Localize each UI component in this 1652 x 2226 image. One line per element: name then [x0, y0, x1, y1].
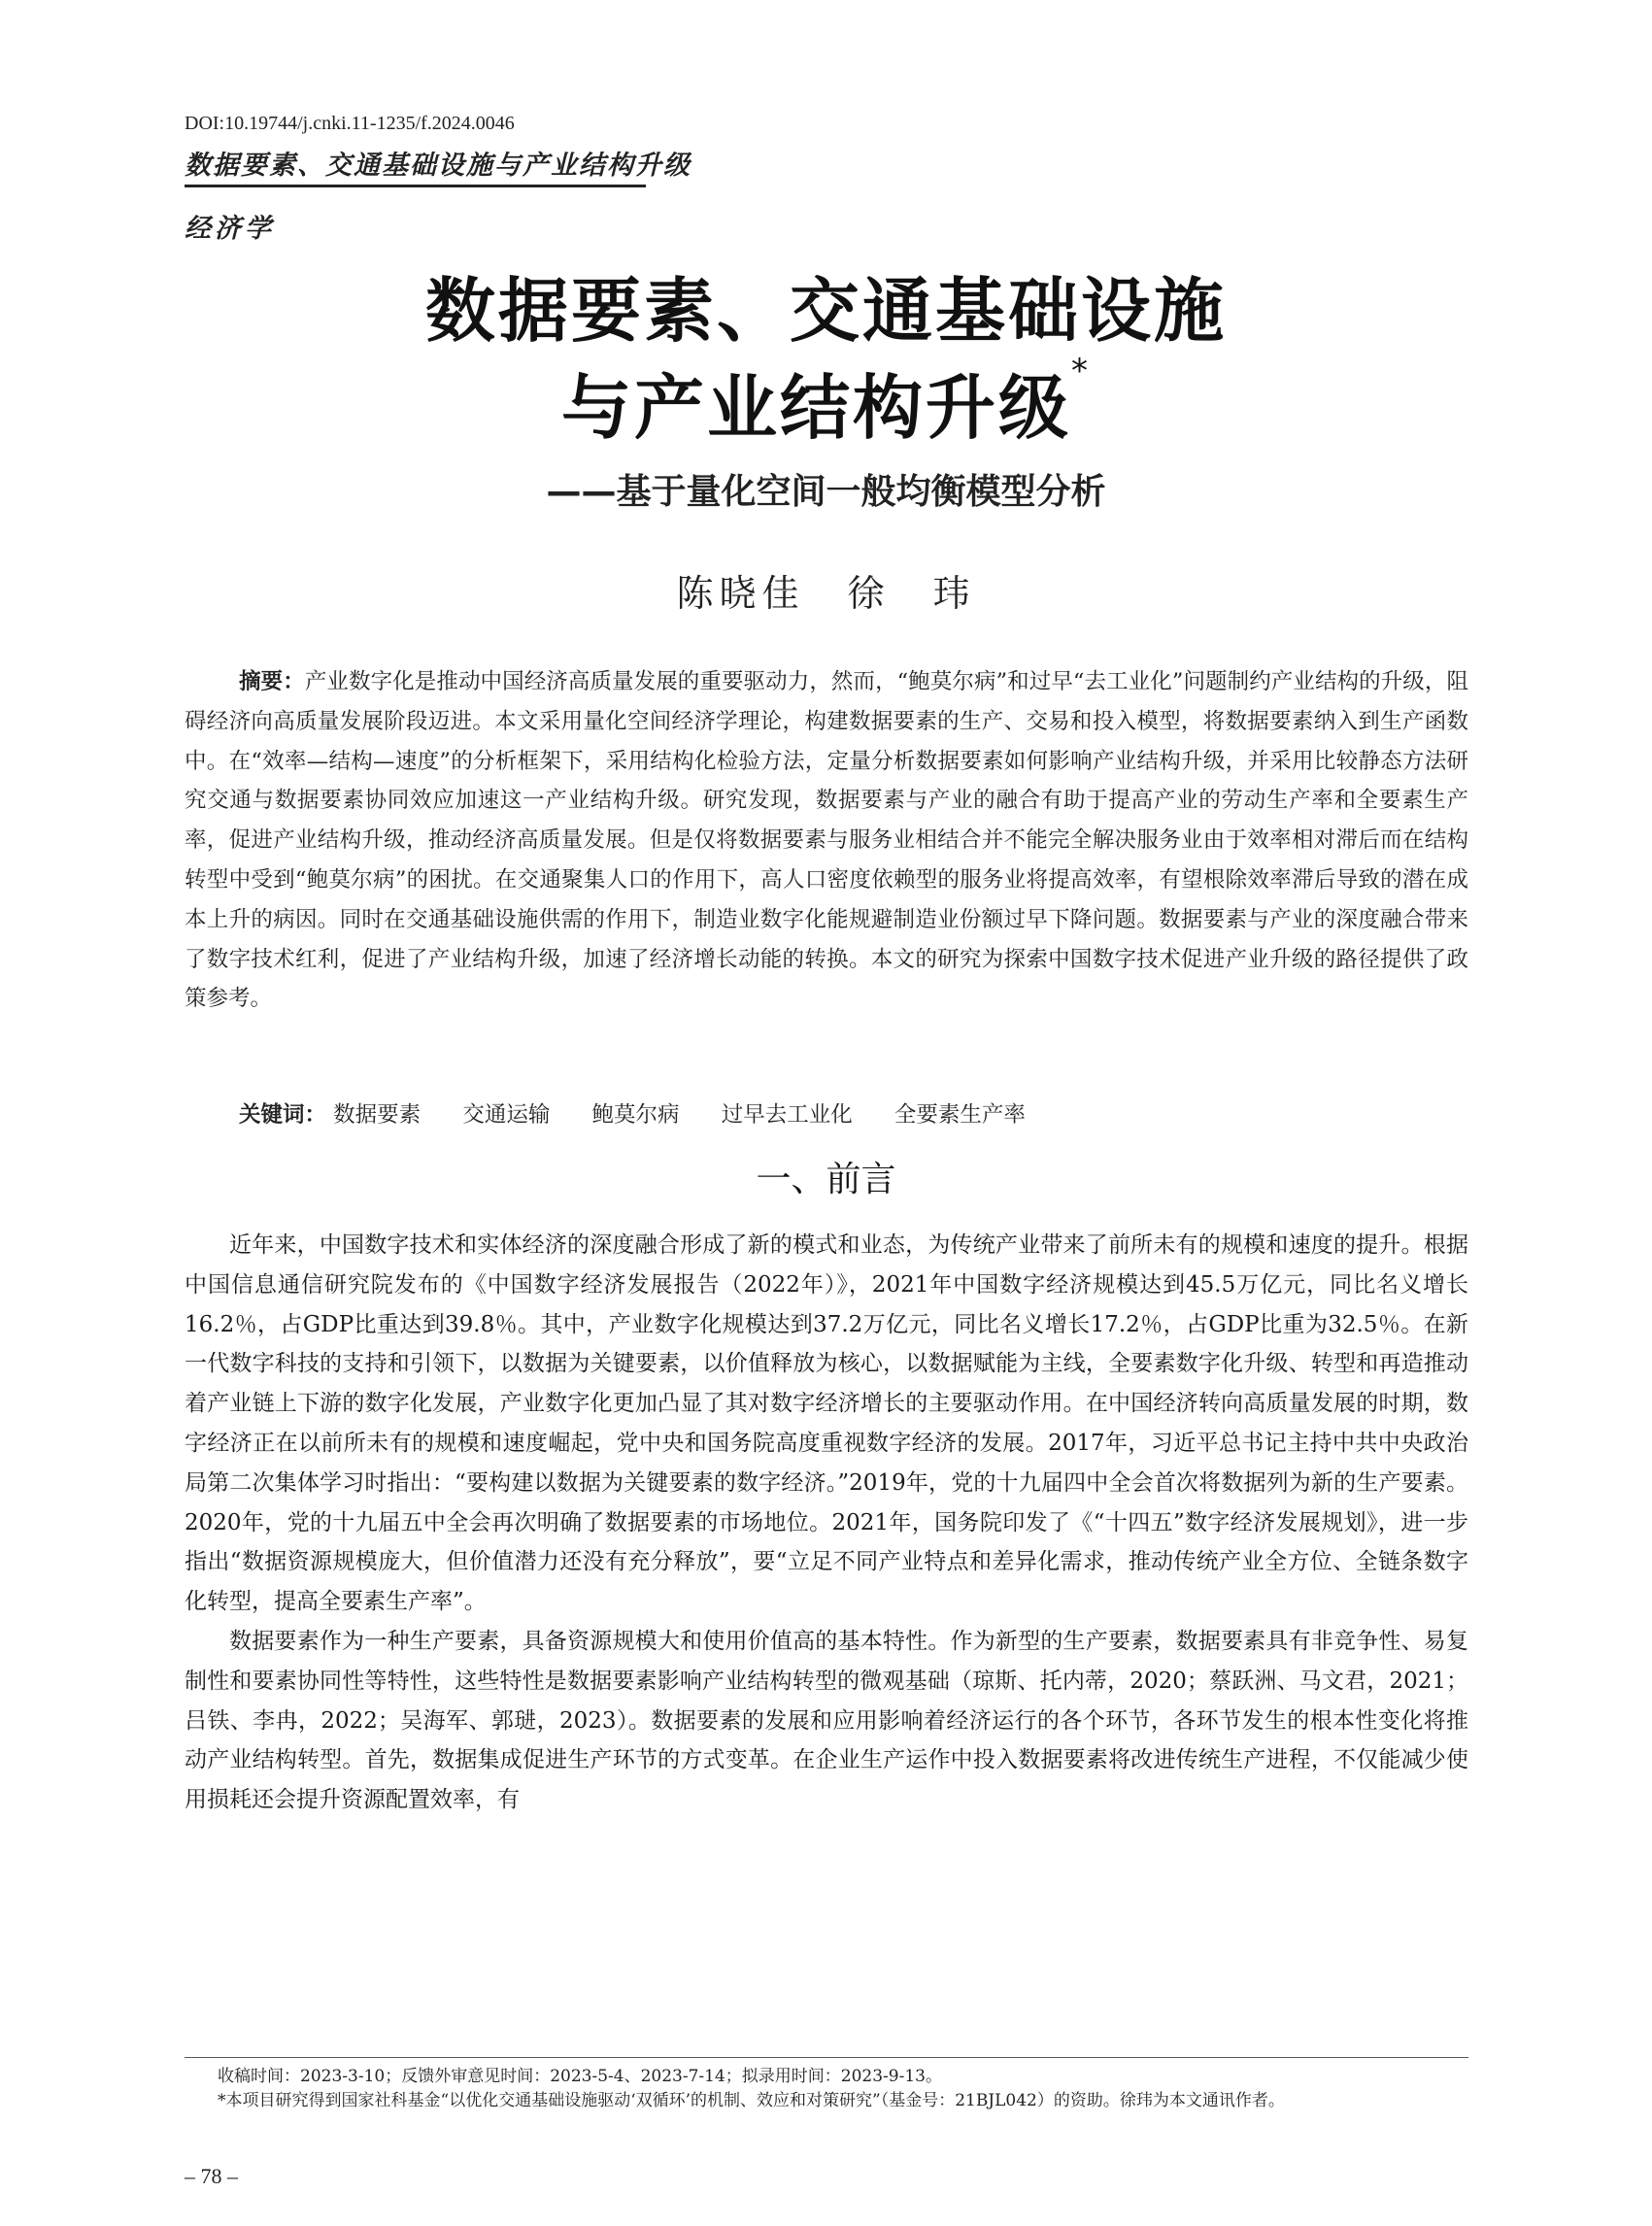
footnotes	[185, 2065, 1468, 2113]
abstract-label: 摘要：	[239, 669, 305, 694]
abstract-text: 产业数字化是推动中国经济高质量发展的重要驱动力，然而，“鲍莫尔病”和过早“去工业化”问题制约产业结构的升级，阻碍经济向高质量发展阶段迈进。本文采用量化空间经济学理论，构建数据要素的生产、交易和投入模型，将数据要素纳入到生产函数中。在“效率—结构—速度”的分析框架下，采用结构化检验方法，定量分析数据要素如何影响产业结构升级，并采用比较静态方法研究交通与数据要素协同效应加速这一产业结构升级。研究发现，数据要素与产业的融合有助于提高产业的劳动生产率和全要素生产率，促进产业结构升级，推动经济高质量发展。但是仅将数据要素与服务业相结合并不能完全解决服务业由于效率相对滞后而在结构转型中受到“鲍莫尔病”的困扰。在交通聚集人口的作用下，高人口密度依赖型的服务业将提高效率，有望根除效率滞后导致的潜在成本上升的病因。同时在交通基础设施供需的作用下，制造业数字化能规避制造业份额过早下降问题。数据要素与产业的深度融合带来了数字技术红利，促进了产业结构升级，加速了经济增长动能的转换。本文的研究为探索中国数字技术促进产业升级的路径提供了政策参考。	[185, 669, 1468, 1012]
title-line-1-text: 数据要素、交通基础设施	[424, 270, 1227, 352]
category-label: 经济学	[185, 214, 275, 244]
subtitle: ——基于量化空间一般均衡模型分析	[546, 472, 1106, 512]
title-line-2	[0, 352, 1652, 453]
keyword: 全要素生产率	[893, 1102, 1026, 1128]
keywords-label: 关键词：	[239, 1102, 327, 1128]
keyword: 鲍莫尔病	[591, 1102, 680, 1128]
footnote-dates: 收稿时间：2023-3-10；反馈外审意见时间：2023-5-4、2023-7-14；拟录用时间：2023-9-13。	[218, 2067, 942, 2086]
title-footnote-mark: *	[1071, 352, 1091, 390]
keyword: 过早去工业化	[721, 1102, 853, 1128]
running-title: 数据要素、交通基础设施与产业结构升级	[185, 151, 691, 181]
body-paragraph: 近年来，中国数字技术和实体经济的深度融合形成了新的模式和业态，为传统产业带来了前所未有的规模和速度的提升。根据中国信息通信研究院发布的《中国数字经济发展报告（2022年）》，2021年中国数字经济规模达到45.5万亿元，同比名义增长16.2％，占GDP比重达到39.8％。其中，产业数字化规模达到37.2万亿元，同比名义增长17.2％，占GDP比重为32.5％。在新一代数字科技的支持和引领下，以数据为关键要素，以价值释放为核心，以数据赋能为主线，全要素数字化升级、转型和再造推动着产业链上下游的数字化发展，产业数字化更加凸显了其对数字经济增长的主要驱动作用。在中国经济转向高质量发展的时期，数字经济正在以前所未有的规模和速度崛起，党中央和国务院高度重视数字经济的发展。2017年，习近平总书记主持中共中央政治局第二次集体学习时指出：“要构建以数据为关键要素的数字经济。”2019年，党的十九届四中全会首次将数据列为新的生产要素。2020年，党的十九届五中全会再次明确了数据要素的市场地位。2021年，国务院印发了《“十四五”数字经济发展规划》，进一步指出“数据资源规模庞大，但价值潜力还没有充分释放”，要“立足不同产业特点和差异化需求，推动传统产业全方位、全链条数字化转型，提高全要素生产率”。	[185, 1232, 1468, 1615]
keywords	[239, 1097, 1061, 1129]
keyword: 数据要素	[333, 1102, 421, 1128]
header-rule	[185, 185, 646, 187]
title-line-2-text: 与产业结构升级	[560, 367, 1071, 449]
page-number: – 78 –	[185, 2164, 238, 2188]
keyword: 交通运输	[462, 1102, 551, 1128]
body-paragraph: 数据要素作为一种生产要素，具备资源规模大和使用价值高的基本特性。作为新型的生产要素，数据要素具有非竞争性、易复制性和要素协同性等特性，这些特性是数据要素影响产业结构转型的微观基础（琼斯、托内蒂，2020；蔡跃洲、马文君，2021；吕铁、李冉，2022；吴海军、郭琎，2023）。数据要素的发展和应用影响着经济运行的各个环节，各环节发生的根本性变化将推动产业结构转型。首先，数据集成促进生产环节的方式变革。在企业生产运作中投入数据要素将改进传统生产进程，不仅能减少使用损耗还会提升资源配置效率，有	[185, 1628, 1468, 1813]
title-line-1	[0, 254, 1652, 355]
abstract	[185, 662, 1468, 1019]
body-text	[185, 1226, 1468, 1820]
section-heading: 一、前言	[756, 1160, 896, 1199]
footnote-funding: *本项目研究得到国家社科基金“以优化交通基础设施驱动‘双循环’的机制、效应和对策研究”（基金号：21BJL042）的资助。徐玮为本文通讯作者。	[218, 2091, 1285, 2110]
authors: 陈晓佳 徐 玮	[676, 572, 976, 615]
footnote-rule	[185, 2057, 1468, 2058]
doi-line: DOI:10.19744/j.cnki.11-1235/f.2024.0046	[185, 113, 515, 134]
